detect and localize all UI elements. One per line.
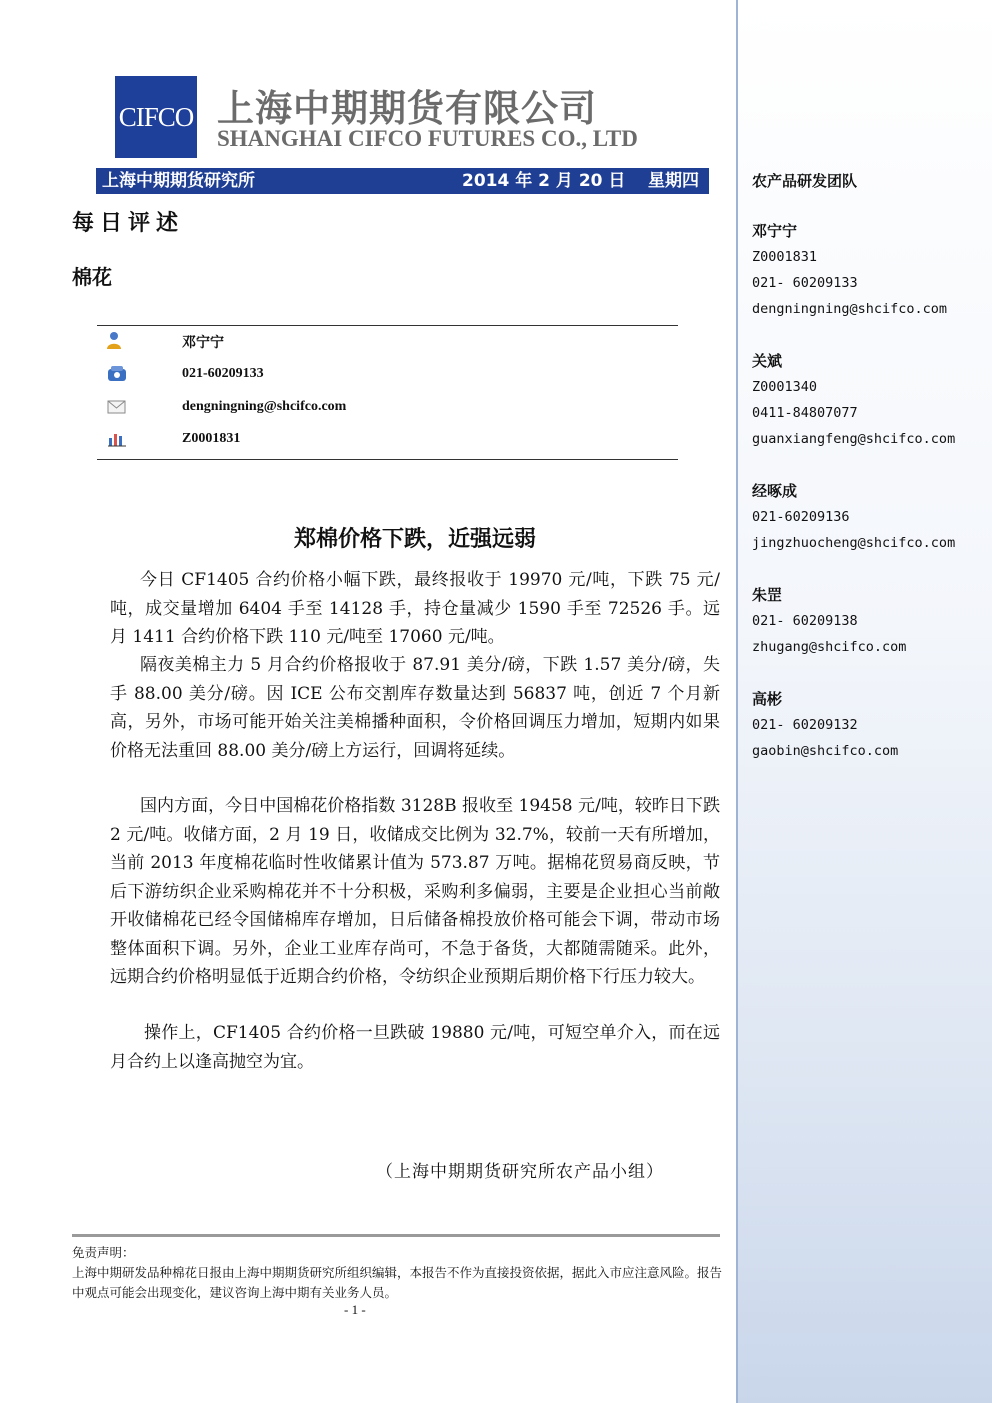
team-member: [752, 218, 984, 322]
article-signature: （上海中期期货研究所农产品小组）: [376, 1162, 664, 1182]
phone-icon: [106, 364, 130, 384]
disclaimer-text: 上海中期研发品种棉花日报由上海中期期货研究所组织编辑，本报告不作为直接投资依据，据此入市应注意风险。报告中观点可能会出现变化，建议咨询上海中期有关业务人员。: [72, 1265, 723, 1300]
footer-rule: [72, 1234, 720, 1237]
team-sidebar: [736, 0, 992, 1403]
topic-title: 棉花: [72, 265, 112, 289]
member-email[interactable]: jingzhuocheng@shcifco.com: [752, 535, 956, 551]
member-name: 高彬: [752, 690, 783, 708]
article-title: 郑棉价格下跌，近强远弱: [293, 527, 536, 552]
paragraph-3: 国内方面，今日中国棉花价格指数 3128B 报收至 19458 元/吨，较昨日下跌 2 元/吨。收储方面，2 月 19 日，收储成交比例为 32.7%，较前一天有所增加，当前 2013 年度棉花临时性收储累计值为 573.87 万吨。据棉花贸易商反映，节后下游纺织企业采购棉花并不十分积极，采购利多偏弱，主要是企业担心当前敞开收储棉花已经令国储棉库存增加，日后储备棉投放价格可能会下调，带动市场整体面积下调。另外，企业工业库存尚可，不急于备货，大都随需随采。此外，远期合约价格明显低于近期合约价格，令纺织企业预期后期价格下行压力较大。: [110, 796, 720, 987]
member-line: 021- 60209138: [752, 613, 858, 629]
member-line: 0411-84807077: [752, 405, 858, 421]
team-member: [752, 686, 984, 764]
member-name: 朱罡: [752, 586, 783, 604]
disclaimer-title: 免责声明：: [72, 1245, 135, 1260]
person-icon: [106, 330, 130, 350]
member-line: Z0001340: [752, 379, 818, 395]
author-name: 邓宁宁: [182, 336, 224, 351]
banner-weekday: 星期四: [648, 171, 699, 191]
paragraph-1: 今日 CF1405 合约价格小幅下跌，最终报收于 19970 元/吨，下跌 75 元/吨，成交量增加 6404 手至 14128 手，持仓量减少 1590 手至 72526 手。远月 1411 合约价格下跌 110 元/吨至 17060 元/吨。: [110, 570, 720, 647]
section-title: 每日评述: [72, 211, 185, 236]
page-number: - 1 -: [344, 1302, 366, 1317]
paragraph-2: 隔夜美棉主力 5 月合约价格报收于 87.91 美分/磅，下跌 1.57 美分/磅，失手 88.00 美分/磅。因 ICE 公布交割库存数量达到 56837 吨，创近 7 个月新高，另外，市场可能开始关注美棉播种面积，令价格回调压力增加，短期内如果价格无法重回 88.00 美分/磅上方运行，回调将延续。: [110, 655, 720, 761]
company-logo: CIFCO: [115, 76, 197, 158]
author-email[interactable]: dengningning@shcifco.com: [182, 399, 347, 414]
member-line: Z0001831: [752, 249, 818, 265]
team-member: [752, 478, 984, 556]
company-name-en: SHANGHAI CIFCO FUTURES CO., LTD: [217, 126, 638, 151]
member-name: 邓宁宁: [752, 222, 798, 240]
box-bottom-rule: [97, 459, 678, 460]
paragraph-4: 操作上，CF1405 合约价格一旦跌破 19880 元/吨，可短空单介入，而在远月合约上以逢高抛空为宜。: [110, 1023, 720, 1072]
member-name: 关斌: [752, 352, 783, 370]
author-license: Z0001831: [182, 431, 241, 446]
member-email[interactable]: gaobin@shcifco.com: [752, 743, 899, 759]
mail-icon: [106, 397, 130, 417]
sidebar-title: 农产品研发团队: [752, 172, 858, 190]
member-line: 021-60209136: [752, 509, 850, 525]
member-name: 经啄成: [752, 482, 798, 500]
banner-institute: 上海中期期货研究所: [102, 171, 255, 191]
member-email[interactable]: dengningning@shcifco.com: [752, 301, 948, 317]
team-member: [752, 348, 984, 452]
company-name-cn: 上海中期期货有限公司: [217, 87, 597, 130]
banner-date: 2014 年 2 月 20 日: [462, 171, 626, 191]
member-line: 021- 60209132: [752, 717, 858, 733]
chart-icon: [106, 429, 130, 449]
disclaimer: [72, 1243, 722, 1303]
member-email[interactable]: zhugang@shcifco.com: [752, 639, 907, 655]
box-top-rule: [97, 325, 678, 326]
author-phone: 021-60209133: [182, 366, 264, 381]
team-member: [752, 582, 984, 660]
header-banner: [96, 168, 709, 194]
member-email[interactable]: guanxiangfeng@shcifco.com: [752, 431, 956, 447]
member-line: 021- 60209133: [752, 275, 858, 291]
